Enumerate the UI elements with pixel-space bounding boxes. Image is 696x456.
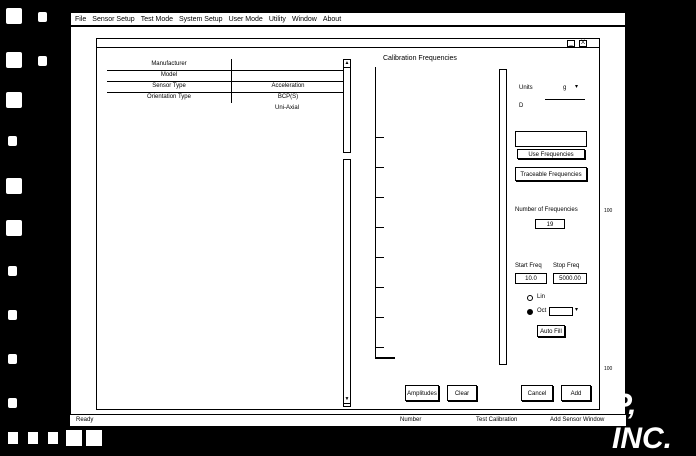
oct-dropdown-icon[interactable]: ▾ [575, 307, 579, 313]
dialog-close-button[interactable]: X [580, 40, 585, 46]
units-label: Units [519, 85, 533, 91]
model-label: Model [160, 72, 178, 78]
menu-system-setup[interactable]: System Setup [179, 15, 223, 23]
lin-label: Lin [537, 294, 546, 300]
oct-label: Oct [537, 308, 547, 314]
model-value[interactable] [231, 70, 344, 81]
menu-file[interactable]: File [75, 15, 87, 23]
table-row [107, 92, 347, 103]
menu-test-mode[interactable]: Test Mode [140, 15, 173, 23]
taskbar-icon-7[interactable] [8, 266, 17, 276]
sensor-type-label: Sensor Type [152, 83, 186, 89]
taskbar-icon-1b[interactable] [38, 12, 47, 22]
calibration-dialog [96, 38, 600, 410]
start-freq-field[interactable]: 10.0 [515, 273, 547, 284]
bottom-icon-5[interactable] [86, 430, 102, 446]
manufacturer-value[interactable] [231, 59, 344, 70]
bottom-icon-3[interactable] [48, 432, 58, 444]
orientation-type-label: Orientation Type [147, 94, 191, 100]
taskbar-icon-6[interactable] [6, 220, 22, 236]
status-field-number: Number [400, 417, 422, 423]
taskbar-icon-8[interactable] [8, 310, 17, 320]
frequency-list-bottom-line [375, 357, 395, 359]
menu-window[interactable]: Window [291, 15, 317, 23]
db-field[interactable] [545, 99, 585, 107]
units-dropdown-icon[interactable]: ▾ [575, 84, 579, 90]
taskbar-icon-4[interactable] [8, 136, 17, 146]
menu-utility[interactable]: Utility [268, 15, 286, 23]
oct-select[interactable] [549, 307, 573, 316]
clear-button[interactable]: Clear [447, 385, 477, 401]
amplitudes-button[interactable]: Amplitudes [405, 385, 439, 401]
bottom-taskbar [0, 428, 696, 448]
taskbar-icon-2b[interactable] [38, 56, 47, 66]
brand-watermark: P, INC. [612, 388, 672, 455]
oct-radio[interactable] [527, 309, 533, 315]
bottom-icon-4[interactable] [66, 430, 82, 446]
start-freq-label: Start Freq [515, 263, 542, 269]
units-value[interactable]: g [563, 85, 567, 91]
cancel-button[interactable]: Cancel [521, 385, 553, 401]
taskbar-icon-5[interactable] [6, 178, 22, 194]
menu-about[interactable]: About [322, 15, 342, 23]
manufacturer-label: Manufacturer [151, 61, 187, 67]
stop-freq-field[interactable]: 5000.00 [553, 273, 587, 284]
sensor-info-table [107, 59, 347, 119]
number-of-frequencies-field[interactable]: 19 [535, 219, 565, 229]
frequency-list-scrollbar[interactable] [499, 69, 507, 365]
frequency-list[interactable] [375, 67, 507, 359]
left-panel-scrollbar[interactable] [343, 159, 351, 407]
db-label: D [519, 103, 524, 109]
status-bar [70, 414, 626, 426]
number-of-frequencies-label: Number of Frequencies [515, 207, 578, 213]
table-scrollbar[interactable] [343, 59, 351, 153]
scroll-up-icon[interactable]: ▲ [344, 60, 350, 66]
auto-fill-button[interactable]: Auto Fill [537, 325, 565, 337]
dialog-title-bar [97, 39, 599, 48]
dialog-minimize-button[interactable]: _ [567, 40, 575, 47]
status-field-add-sensor: Add Sensor Window [550, 417, 605, 423]
status-ready: Ready [76, 417, 94, 423]
use-frequencies-button[interactable]: Use Frequencies [517, 149, 585, 159]
scroll-up-icon[interactable]: ▼ [344, 396, 350, 402]
taskbar-icon-2[interactable] [6, 52, 22, 68]
taskbar-icon-10[interactable] [8, 398, 17, 408]
traceable-frequencies-button[interactable]: Traceable Frequencies [515, 167, 587, 181]
stop-freq-label: Stop Freq [553, 263, 580, 269]
taskbar-icon-9[interactable] [8, 354, 17, 364]
taskbar-icon-3[interactable] [6, 92, 22, 108]
add-button[interactable]: Add [561, 385, 591, 401]
bottom-icon-1[interactable] [8, 432, 18, 444]
menu-bar [70, 12, 626, 26]
orientation-option-uniaxial[interactable]: Uni-Axial [274, 105, 299, 111]
side-mark-top: 100 [604, 208, 613, 214]
calibration-frequencies-title: Calibration Frequencies [383, 55, 457, 62]
bottom-icon-2[interactable] [28, 432, 38, 444]
taskbar-icon-1[interactable] [6, 8, 22, 24]
orientation-type-value[interactable]: BCP(S) [231, 92, 344, 103]
frequency-entry-field[interactable] [515, 131, 587, 147]
status-field-test-calibration: Test Calibration [476, 417, 518, 423]
lin-radio[interactable] [527, 295, 533, 301]
menu-sensor-setup[interactable]: Sensor Setup [92, 15, 135, 23]
side-mark-bottom: 100 [604, 366, 613, 372]
sensor-type-value[interactable]: Acceleration [231, 81, 344, 92]
menu-user-mode[interactable]: User Mode [228, 15, 263, 23]
